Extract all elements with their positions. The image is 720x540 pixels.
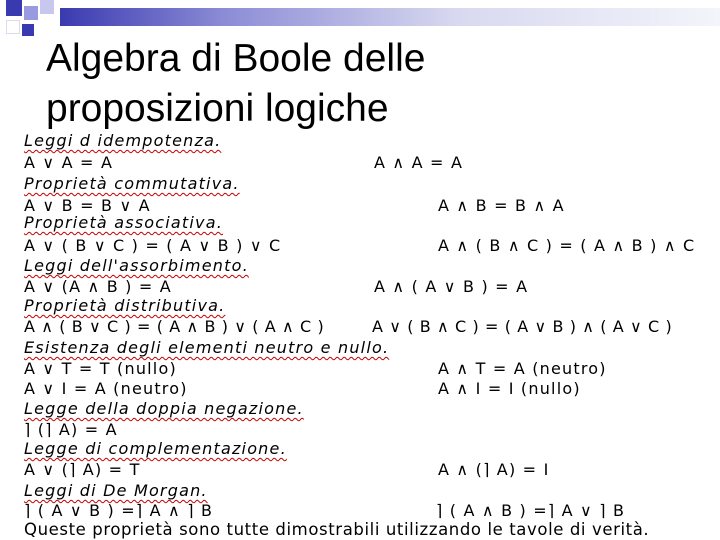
section-header-de-morgan: Leggi di De Morgan.: [24, 481, 208, 500]
section-header-assorbimento: Leggi dell'assorbimento.: [24, 256, 249, 275]
law-left: A ∨ A = A: [24, 153, 114, 172]
law-right: A ∧ A = A: [374, 153, 464, 172]
title-line-2: proposizioni logiche: [46, 87, 389, 130]
law-left: A ∧ ( B ∨ C ) = ( A ∧ B ) ∨ ( A ∧ C ): [24, 317, 325, 336]
section-header-distributiva: Proprietà distributiva.: [24, 296, 226, 315]
law-right: ⌉ ( A ∧ B ) =⌉ A ∨ ⌉ B: [436, 501, 626, 520]
section-header-neutro-nullo: Esistenza degli elementi neutro e nullo.: [24, 338, 390, 357]
law-left: A ∨ (A ∧ B ) = A: [24, 277, 172, 296]
section-header-complementazione: Legge di complementazione.: [24, 439, 287, 458]
law-left: A ∨ (⌉ A) = T: [24, 460, 141, 479]
section-header-commutativa: Proprietà commutativa.: [24, 174, 240, 193]
footer-note: Queste proprietà sono tutte dimostrabili utilizzando le tavole di verità.: [24, 520, 650, 539]
law-left-2: A ∨ I = A (neutro): [24, 379, 188, 398]
law-left: A ∨ B = B ∨ A: [24, 196, 151, 215]
law-right: A ∧ (⌉ A) = I: [438, 460, 550, 479]
law-left: A ∨ T = T (nullo): [24, 359, 177, 378]
law-right: A ∧ ( A ∨ B ) = A: [374, 277, 529, 296]
title-line-1: Algebra di Boole delle: [46, 37, 426, 80]
section-header-doppia-negazione: Legge della doppia negazione.: [24, 399, 304, 418]
law-left: ⌉ ( A ∨ B ) =⌉ A ∧ ⌉ B: [24, 501, 214, 520]
law-left: ⌉ (⌉ A) = A: [24, 420, 118, 439]
law-right: A ∧ T = A (neutro): [438, 359, 607, 378]
section-header-associativa: Proprietà associativa.: [24, 213, 223, 232]
law-right: A ∨ ( B ∧ C ) = ( A ∨ B ) ∧ ( A ∨ C ): [372, 317, 673, 336]
law-right: A ∧ ( B ∧ C ) = ( A ∧ B ) ∧ C: [438, 236, 696, 255]
law-left: A ∨ ( B ∨ C ) = ( A ∨ B ) ∨ C: [24, 236, 282, 255]
law-right-2: A ∧ I = I (nullo): [438, 379, 581, 398]
section-header-idempotenza: Leggi d idempotenza.: [24, 131, 222, 150]
law-right: A ∧ B = B ∧ A: [438, 196, 565, 215]
